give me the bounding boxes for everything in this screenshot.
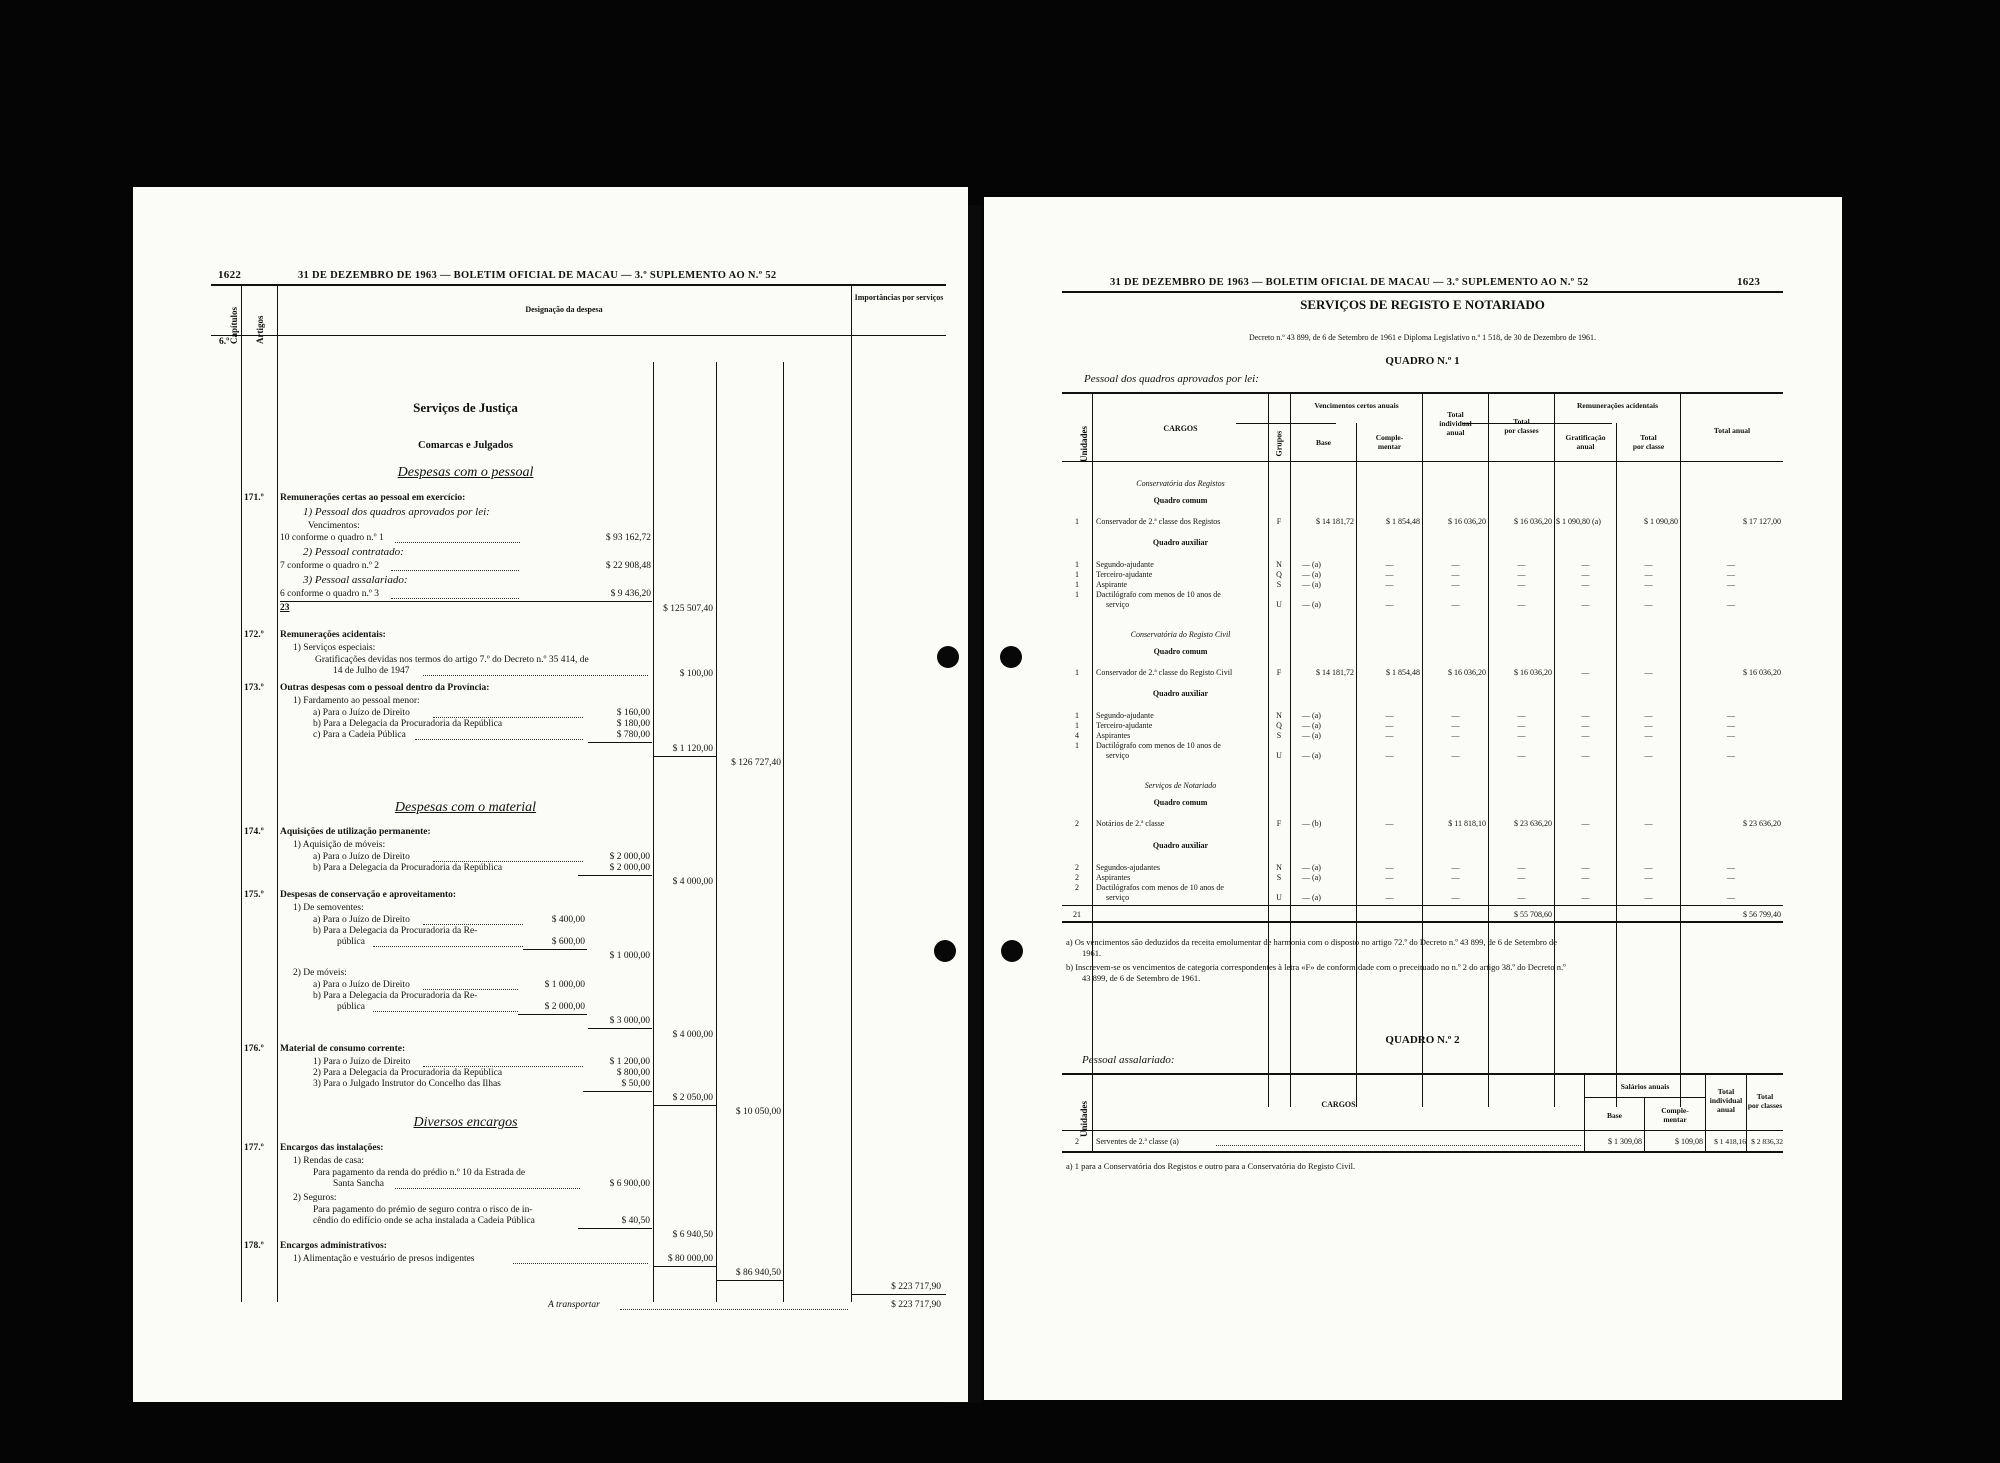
amount: $ 16 036,20 — [1448, 668, 1486, 677]
amount: $ 1 854,48 — [1386, 668, 1420, 677]
running-head: 31 DE DEZEMBRO DE 1963 — BOLETIM OFICIAL DE MACAU — 3.º SUPLEMENTO AO N.º 52 — [1110, 277, 1589, 288]
dash-note-a: — (a) — [1302, 711, 1321, 720]
col-total-individual: Total individual anual — [1439, 410, 1472, 437]
amount: $ 16 036,20 — [1448, 517, 1486, 526]
binder-hole — [1001, 940, 1023, 962]
col-designacao: Designação da despesa — [525, 305, 603, 314]
dash: — — [1581, 863, 1590, 872]
dash: — — [1385, 570, 1394, 579]
article-176-line: 1) Para o Juízo de Direito — [313, 1057, 411, 1067]
col-complementar: Comple- mentar — [1375, 433, 1404, 451]
dash: — — [1581, 873, 1590, 882]
dash: — — [1451, 600, 1460, 609]
dash-note-a: — (a) — [1302, 560, 1321, 569]
units: 2 — [1075, 873, 1079, 882]
units: 2 — [1075, 1137, 1079, 1146]
dash: — — [1451, 751, 1460, 760]
group: N — [1276, 863, 1282, 872]
cargo: Aspirantes — [1096, 731, 1131, 740]
footnote-a: 1961. — [1082, 948, 1102, 958]
cargo: Conservador de 2.ª classe dos Registos — [1096, 517, 1221, 526]
dash: — — [1517, 711, 1526, 720]
dash: — — [1385, 893, 1394, 902]
col-unidades: Unidades — [1079, 425, 1089, 462]
dash: — — [1644, 560, 1653, 569]
col-artigos: Artigos — [255, 315, 265, 344]
col-base: Base — [1607, 1111, 1622, 1120]
units: 1 — [1075, 721, 1079, 730]
dash-note-a: — (a) — [1302, 751, 1321, 760]
amount: $ 1 000,00 — [544, 980, 585, 990]
amount: $ 2 000,00 — [609, 863, 650, 873]
col-total-anual: Total anual — [1713, 426, 1751, 435]
amount: $ 1 309,08 — [1608, 1137, 1642, 1146]
units: 1 — [1075, 570, 1079, 579]
dash: — — [1581, 570, 1590, 579]
dash: — — [1581, 721, 1590, 730]
binder-hole — [1000, 646, 1022, 668]
article-171-line: 6 conforme o quadro n.º 3 — [280, 589, 379, 599]
dash: — — [1727, 873, 1735, 882]
article-174-line: b) Para a Delegacia da Procuradoria da República — [313, 863, 503, 873]
dash: — — [1644, 731, 1653, 740]
group: N — [1276, 560, 1282, 569]
article-173: 173.º — [244, 683, 264, 693]
subgroup-heading: Quadro comum — [1153, 647, 1208, 656]
amount: $ 800,00 — [616, 1068, 650, 1078]
group: U — [1276, 751, 1282, 760]
article-173-title: Outras despesas com o pessoal dentro da Província: — [280, 683, 490, 693]
group: Q — [1276, 570, 1282, 579]
article-176-line: 3) Para o Julgado Instrutor do Concelho das Ilhas — [313, 1079, 501, 1089]
group: U — [1276, 600, 1282, 609]
amount: $ 180,00 — [616, 719, 650, 729]
section-total: $ 10 050,00 — [735, 1107, 781, 1117]
amount: $ 2 836,32 — [1751, 1137, 1783, 1146]
article-171-line: 7 conforme o quadro n.º 2 — [280, 561, 379, 571]
dash-note-a: — (a) — [1302, 873, 1321, 882]
grand-total: $ 223 717,90 — [891, 1282, 941, 1292]
dash: — — [1727, 570, 1735, 579]
dash: — — [1517, 751, 1526, 760]
dash: — — [1451, 893, 1460, 902]
dash: — — [1385, 580, 1394, 589]
dash-note-a: — (a) — [1302, 893, 1321, 902]
article-177: 177.º — [244, 1143, 264, 1153]
dash: — — [1517, 600, 1526, 609]
dash-note-a: — (a) — [1302, 721, 1321, 730]
cargo: serviço — [1106, 600, 1130, 609]
amount: $ 1 090,80 — [1644, 517, 1678, 526]
subtotal: $ 2 050,00 — [672, 1093, 713, 1103]
total-classes: $ 55 708,60 — [1514, 910, 1552, 919]
units: 1 — [1075, 711, 1079, 720]
heading-despesas-material: Despesas com o material — [394, 800, 537, 815]
dash: — — [1644, 893, 1653, 902]
dash: — — [1644, 751, 1653, 760]
binder-hole — [937, 646, 959, 668]
dash: — — [1517, 731, 1526, 740]
dash: — — [1451, 570, 1460, 579]
article-177-item: 2) Seguros: — [293, 1193, 337, 1203]
dash: — — [1385, 721, 1394, 730]
group: S — [1276, 580, 1282, 589]
dash: — — [1727, 580, 1735, 589]
dash: — — [1517, 863, 1526, 872]
dash-note-a: — (a) — [1302, 580, 1321, 589]
dash: — — [1385, 600, 1394, 609]
units: 2 — [1075, 819, 1079, 828]
amount: $ 50,00 — [621, 1079, 650, 1089]
article-172-line: Gratificações devidas nos termos do artigo 7.º do Decreto n.º 35 414, de — [315, 655, 589, 665]
dash: — — [1517, 873, 1526, 882]
subtotal: $ 4 000,00 — [672, 1030, 713, 1040]
dash: — — [1581, 668, 1590, 677]
dash: — — [1581, 600, 1590, 609]
col-total-classes: Total por classes — [1747, 1092, 1783, 1110]
cargo: Aspirantes — [1096, 873, 1131, 882]
subtotal: $ 100,00 — [679, 669, 713, 679]
amount: $ 1 418,16 — [1714, 1137, 1746, 1146]
article-174-line: a) Para o Juízo de Direito — [313, 852, 410, 862]
article-171-item: 2) Pessoal contratado: — [303, 546, 404, 558]
units: 1 — [1075, 668, 1079, 677]
page-number: 1622 — [218, 269, 242, 281]
footnote-a: a) 1 para a Conservatória dos Registos e outro para a Conservatória do Registo Civil. — [1066, 1161, 1356, 1171]
dash: — — [1644, 570, 1653, 579]
amount: $ 109,08 — [1675, 1137, 1703, 1146]
subgroup-heading: Quadro auxiliar — [1152, 538, 1209, 547]
article-171-line: 10 conforme o quadro n.º 1 — [280, 533, 384, 543]
dash: — — [1517, 893, 1526, 902]
running-head: 31 DE DEZEMBRO DE 1963 — BOLETIM OFICIAL DE MACAU — 3.º SUPLEMENTO AO N.º 52 — [298, 270, 777, 281]
article-174: 174.º — [244, 827, 264, 837]
amount: $ 16 036,20 — [1514, 517, 1552, 526]
article-175-title: Despesas de conservação e aproveitamento: — [280, 890, 457, 900]
article-175-line: pública — [337, 1002, 365, 1012]
amount: $ 14 181,72 — [1316, 517, 1354, 526]
dash: — — [1581, 893, 1590, 902]
article-171-item: 1) Pessoal dos quadros aprovados por lei: — [303, 506, 490, 518]
units: 4 — [1075, 731, 1079, 740]
amount: $ 17 127,00 — [1743, 517, 1781, 526]
subgroup-heading: Quadro auxiliar — [1152, 841, 1209, 850]
amount: $ 400,00 — [551, 915, 585, 925]
article-175-line: b) Para a Delegacia da Procuradoria da Re- — [313, 991, 478, 1001]
units: 1 — [1075, 580, 1079, 589]
dash: — — [1451, 580, 1460, 589]
group: S — [1276, 873, 1282, 882]
article-178-title: Encargos administrativos: — [280, 1241, 387, 1251]
dash: — — [1727, 721, 1735, 730]
article-173-line: c) Para a Cadeia Pública — [313, 730, 406, 740]
dash-note-b: — (b) — [1302, 819, 1322, 828]
dash: — — [1451, 721, 1460, 730]
subtotal: $ 1 120,00 — [672, 744, 713, 754]
dash: — — [1451, 711, 1460, 720]
amount: $ 23 636,20 — [1514, 819, 1552, 828]
cargo: Dactilógrafo com menos de 10 anos de — [1096, 741, 1221, 750]
page-title: SERVIÇOS DE REGISTO E NOTARIADO — [1300, 297, 1545, 312]
article-175-line: b) Para a Delegacia da Procuradoria da Re- — [313, 926, 478, 936]
dash: — — [1581, 711, 1590, 720]
dash: — — [1451, 873, 1460, 882]
dash: — — [1385, 731, 1394, 740]
col-capitulos: Capítulos — [229, 306, 239, 344]
dash: — — [1385, 560, 1394, 569]
article-172-line: 14 de Julho de 1947 — [333, 666, 410, 676]
dash: — — [1644, 721, 1653, 730]
amount: $ 2 000,00 — [544, 1002, 585, 1012]
total-annual: $ 56 799,40 — [1743, 910, 1781, 919]
quadro-1-title: QUADRO N.º 1 — [1385, 355, 1460, 367]
decree-reference: Decreto n.º 43 899, de 6 de Setembro de 1961 e Diploma Legislativo n.º 1 518, de 30 de Dezembro de 1961. — [1248, 333, 1597, 342]
right-page — [984, 197, 1842, 1400]
binder-hole — [934, 940, 956, 962]
article-178: 178.º — [244, 1241, 264, 1251]
footnote-a: a) Os vencimentos são deduzidos da receita emolumentar de harmonia com o disposto no artigo 72.º do Decreto n.º 43 899, de 6 de Setembro de — [1066, 937, 1558, 947]
transport-total: $ 223 717,90 — [891, 1300, 941, 1310]
group: F — [1276, 517, 1282, 526]
article-171: 171.º — [244, 493, 264, 503]
article-177-title: Encargos das instalações: — [280, 1143, 384, 1153]
dash: — — [1385, 863, 1394, 872]
left-page — [133, 187, 968, 1402]
cargo: Dactilógrafos com menos de 10 anos de — [1096, 883, 1224, 892]
group: F — [1276, 668, 1282, 677]
col-base: Base — [1316, 438, 1331, 447]
section-total: $ 126 727,40 — [731, 758, 781, 768]
heading-despesas-pessoal: Despesas com o pessoal — [397, 465, 534, 480]
col-gratificacao: Gratificação anual — [1565, 433, 1606, 451]
cargo: Terceiro-ajudante — [1096, 721, 1153, 730]
dash: — — [1451, 863, 1460, 872]
article-177-line: Para pagamento da renda do prédio n.º 10 da Estrada de — [313, 1168, 526, 1178]
units: 1 — [1075, 560, 1079, 569]
subtotal: $ 125 507,40 — [663, 604, 713, 614]
dash: — — [1644, 711, 1653, 720]
col-cargos: CARGOS — [1321, 1100, 1356, 1109]
dash: — — [1727, 893, 1735, 902]
col-total-classe: Total por classe — [1632, 433, 1665, 451]
article-175-item: 1) De semoventes: — [293, 903, 364, 913]
amount: $ 6 900,00 — [609, 1179, 650, 1189]
units: 1 — [1075, 590, 1079, 599]
amount: $ 23 636,20 — [1743, 819, 1781, 828]
cargo: Dactilógrafo com menos de 10 anos de — [1096, 590, 1221, 599]
dash: — — [1517, 721, 1526, 730]
amount: $ 14 181,72 — [1316, 668, 1354, 677]
cargo: Terceiro-ajudante — [1096, 570, 1153, 579]
footnote-b: b) Inscrevem-se os vencimentos de categoria correspondentes à letra «F» de conformidade com o preceituado no n.º 2 do artigo 38.º do Decreto n.º — [1066, 962, 1566, 972]
article-178-line: 1) Alimentação e vestuário de presos indigentes — [293, 1254, 475, 1264]
subtotal: $ 80 000,00 — [667, 1254, 713, 1264]
dash: — — [1644, 668, 1653, 677]
amount: $ 93 162,72 — [605, 533, 651, 543]
dash: — — [1385, 873, 1394, 882]
dash-note-a: — (a) — [1302, 600, 1321, 609]
cargo: Segundo-ajudante — [1096, 711, 1154, 720]
col-grupos: Grupos — [1274, 430, 1284, 457]
dash: — — [1581, 560, 1590, 569]
article-173-item: 1) Fardamento ao pessoal menor: — [293, 696, 420, 706]
col-cargos: CARGOS — [1163, 424, 1198, 433]
article-174-item: 1) Aquisição de móveis: — [293, 840, 386, 850]
article-175-line: pública — [337, 937, 365, 947]
amount: $ 1 200,00 — [609, 1057, 650, 1067]
cargo: Notários de 2.ª classe — [1096, 819, 1165, 828]
article-174-title: Aquisições de utilização permanente: — [280, 827, 431, 837]
article-175: 175.º — [244, 890, 264, 900]
col-importancias: Importâncias por serviços — [854, 293, 944, 302]
dash: — — [1385, 711, 1394, 720]
article-173-line: a) Para o Juízo de Direito — [313, 708, 410, 718]
cargo: serviço — [1106, 893, 1130, 902]
quadro-2-title: QUADRO N.º 2 — [1385, 1034, 1460, 1046]
dash: — — [1451, 560, 1460, 569]
amount: $ 1 090,80 (a) — [1556, 517, 1601, 526]
col-unidades: Unidades — [1079, 1100, 1089, 1137]
amount: $ 16 036,20 — [1743, 668, 1781, 677]
dash: — — [1727, 560, 1735, 569]
dash-note-a: — (a) — [1302, 570, 1321, 579]
amount: $ 1 854,48 — [1386, 517, 1420, 526]
page-number: 1623 — [1737, 276, 1761, 288]
dash: — — [1581, 751, 1590, 760]
footnote-b: 43 899, de 6 de Setembro de 1961. — [1082, 973, 1201, 983]
chapter-number: 6.º — [219, 337, 230, 347]
group-heading: Serviços de Notariado — [1144, 781, 1217, 790]
article-177-line: Para pagamento do prémio de seguro contra o risco de in- — [313, 1205, 533, 1215]
col-salarios: Salários anuais — [1620, 1082, 1670, 1091]
section-subtitle: Comarcas e Julgados — [418, 440, 513, 451]
dash: — — [1581, 580, 1590, 589]
dash: — — [1727, 600, 1735, 609]
col-remuneracoes: Remunerações acidentais — [1576, 401, 1659, 410]
heading-diversos-encargos: Diversos encargos — [413, 1115, 518, 1130]
dash: — — [1727, 863, 1735, 872]
count: 23 — [280, 603, 290, 613]
amount: $ 11 818,10 — [1448, 819, 1486, 828]
subgroup-heading: Quadro auxiliar — [1152, 689, 1209, 698]
dash: — — [1517, 580, 1526, 589]
group-heading: Conservatória dos Registos — [1136, 479, 1225, 488]
cargo: Segundo-ajudante — [1096, 560, 1154, 569]
article-172: 172.º — [244, 630, 264, 640]
amount: $ 780,00 — [616, 730, 650, 740]
group: F — [1276, 819, 1282, 828]
transport-label: A transportar — [548, 1300, 600, 1310]
article-172-title: Remunerações acidentais: — [280, 630, 386, 640]
units: 2 — [1075, 883, 1079, 892]
group: U — [1276, 893, 1282, 902]
dash: — — [1644, 863, 1653, 872]
article-176-line: 2) Para a Delegacia da Procuradoria da República — [313, 1068, 503, 1078]
cargo: Segundos-ajudantes — [1096, 863, 1160, 872]
dash: — — [1451, 731, 1460, 740]
dash: — — [1385, 819, 1394, 828]
group: S — [1276, 731, 1282, 740]
quadro-2-caption: Pessoal assalariado: — [1082, 1054, 1175, 1066]
dash: — — [1644, 600, 1653, 609]
dash: — — [1727, 751, 1735, 760]
dash-note-a: — (a) — [1302, 863, 1321, 872]
subtotal: $ 4 000,00 — [672, 877, 713, 887]
amount: $ 600,00 — [551, 937, 585, 947]
cargo: serviço — [1106, 751, 1130, 760]
col-total-individual: Total individual anual — [1709, 1087, 1743, 1114]
amount: $ 40,50 — [621, 1216, 650, 1226]
article-177-line: Santa Sancha — [333, 1179, 384, 1189]
article-173-line: b) Para a Delegacia da Procuradoria da República — [313, 719, 503, 729]
article-176-title: Material de consumo corrente: — [280, 1044, 406, 1054]
subgroup-heading: Quadro comum — [1153, 798, 1208, 807]
dash-note-a: — (a) — [1302, 731, 1321, 740]
amount: $ 160,00 — [616, 708, 650, 718]
article-175-item: 2) De móveis: — [293, 968, 347, 978]
section-total: $ 86 940,50 — [735, 1268, 781, 1278]
col-complementar: Comple- mentar — [1661, 1106, 1689, 1124]
article-175-line: a) Para o Juízo de Direito — [313, 980, 410, 990]
amount: $ 1 000,00 — [609, 951, 650, 961]
col-total-classes: Total por classes — [1504, 417, 1539, 435]
dash: — — [1581, 819, 1590, 828]
units: 2 — [1075, 863, 1079, 872]
subgroup-heading: Quadro comum — [1153, 496, 1208, 505]
article-171-label: Vencimentos: — [308, 521, 360, 531]
subtotal: $ 6 940,50 — [672, 1230, 713, 1240]
article-171-item: 3) Pessoal assalariado: — [303, 574, 408, 586]
quadro-1-caption: Pessoal dos quadros aprovados por lei: — [1084, 373, 1259, 385]
article-176: 176.º — [244, 1044, 264, 1054]
units: 1 — [1075, 517, 1079, 526]
amount: $ 9 436,20 — [610, 589, 651, 599]
dash: — — [1581, 731, 1590, 740]
group-heading: Conservatória do Registo Civil — [1130, 630, 1231, 639]
dash: — — [1644, 873, 1653, 882]
article-171-title: Remunerações certas ao pessoal em exercício: — [280, 493, 466, 503]
cargo: Aspirante — [1096, 580, 1128, 589]
amount: $ 16 036,20 — [1514, 668, 1552, 677]
total-units: 21 — [1073, 910, 1081, 919]
article-177-line: cêndio do edifício onde se acha instalada a Cadeia Pública — [313, 1216, 535, 1226]
amount: $ 3 000,00 — [609, 1016, 650, 1026]
section-title: Serviços de Justiça — [413, 400, 518, 415]
article-175-line: a) Para o Juízo de Direito — [313, 915, 410, 925]
dash: — — [1517, 560, 1526, 569]
col-vencimentos: Vencimentos certos anuais — [1314, 401, 1399, 410]
group: Q — [1276, 721, 1282, 730]
dash: — — [1727, 711, 1735, 720]
group: N — [1276, 711, 1282, 720]
dash: — — [1727, 731, 1735, 740]
units: 1 — [1075, 741, 1079, 750]
dash: — — [1644, 580, 1653, 589]
dash: — — [1644, 819, 1653, 828]
amount: $ 22 908,48 — [605, 561, 651, 571]
cargo: Conservador de 2.ª classe do Registo Civil — [1096, 668, 1233, 677]
dash: — — [1385, 751, 1394, 760]
cargo: Serventes de 2.ª classe (a) — [1096, 1137, 1179, 1146]
amount: $ 2 000,00 — [609, 852, 650, 862]
article-177-item: 1) Rendas de casa: — [293, 1156, 364, 1166]
dash: — — [1517, 570, 1526, 579]
article-172-item: 1) Serviços especiais: — [293, 643, 376, 653]
